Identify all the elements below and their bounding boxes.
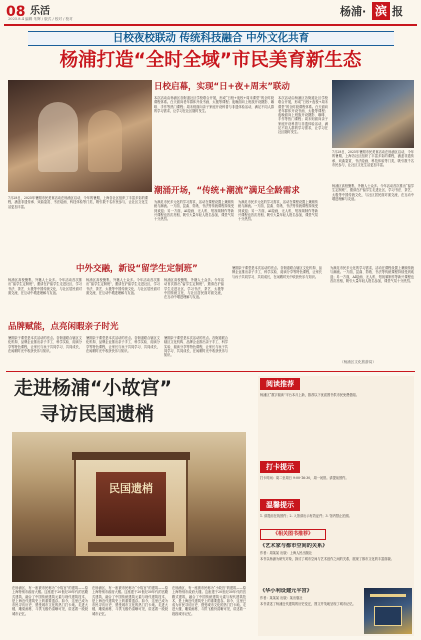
headline-main: 杨浦打造“全时全域”市民美育新生态: [59, 50, 362, 71]
section2-title: 潮涌开场，“传统+潮流”满足全龄需求: [154, 186, 300, 196]
section3-body: 杨浦区高校聚集，外籍人士众多。今年活动首次推出“留学生定制班”，邀请在沪留学生走进社区，学习书法、茶艺、太极等中国传统文化，与社区居民面对面交流，在互动中增进理解与友谊。: [8, 278, 82, 295]
headline-kicker: 日校夜校联动 传统科技融合 中外文化共育: [112, 32, 310, 44]
book1-title: 《艺术家与都市空间的关系》: [260, 543, 328, 549]
brand-logo: 滨: [372, 2, 390, 20]
article2-body-col2: 在杨浦区，有一座被市民称为“小故宫”的建筑——原上海特别市政府大楼。这座建于20世纪30年代的宫殿式建筑，融合了中国传统建筑元素与现代建筑技术，是上海近代建筑史上的重要遗存。如今，这里已成为市民寻访历史、感受城市文化的热门打卡地。走进大楼，雕梁画栋、斗拱飞檐仍清晰可见，讲述着一段段城市记忆。: [92, 586, 168, 616]
photo-caption: 7月28日，2025年暑期市民美育活动在杨浦区启动，今年的暑期，上海各社区组织了丰富多彩的课程，涵盖非遗传承、戏曲鉴赏、书法绘画、科技体验等门类，吸引数千名市民参与，让社区文化生活更加丰富。: [332, 150, 414, 167]
book2-meta: 作者：某某某 出版：某出版社: [260, 596, 303, 600]
article2-title-line2: 寻访民国遗梢: [40, 403, 155, 425]
article2-title-line1: 走进杨浦“小故宫”: [14, 377, 172, 399]
section4-body-col3: 暑期亲子课堂是本次活动的亮点。各街道联合辖区文化机构、品牌企业推出亲子手工、科学实验、阅读分享等特色课程，让家长与孩子共同学习、共同成长，在闲暇时光中收获快乐与知识。: [164, 336, 228, 358]
section4-body: 暑期亲子课堂是本次活动的亮点。各街道联合辖区文化机构、品牌企业推出亲子手工、科学实验、阅读分享等特色课程，让家长与孩子共同学习、共同成长，在闲暇时光中收获快乐与知识。: [8, 336, 82, 353]
right-column-body: 杨浦区高校聚集，外籍人士众多。今年活动首次推出“留学生定制班”，邀请在沪留学生走进社区，学习书法、茶艺、太极等中国传统文化，与社区居民面对面交流，在互动中增进理解与友谊。: [332, 184, 414, 201]
tag-notice: 温馨提示: [260, 499, 300, 511]
section4-body-col2: 暑期亲子课堂是本次活动的亮点。各街道联合辖区文化机构、品牌企业推出亲子手工、科学实验、阅读分享等特色课程，让家长与孩子共同学习、共同成长，在闲暇时光中收获快乐与知识。: [86, 336, 160, 353]
masthead: [6, 2, 415, 24]
book-recommend-tag: 《相关图书推荐》: [260, 529, 326, 540]
sidebar-tip: 打卡时间：周二至周日 9:00-16:30，周一闭馆。请提前预约。: [260, 476, 349, 480]
section4-title: 品牌赋能，点亮闲暇亲子时光: [8, 322, 119, 332]
book2-cover-image: [364, 588, 412, 634]
section-right-body: 为满足市民多元化的学习需求，活动在课程设置上兼顾传统与潮流。一方面，昆曲、剪纸、书法等传统课程持续受到欢迎；另一方面，AI绘画、无人机、短视频制作等新兴课程也首次亮相，吸引大量年轻人报名参加，课堂气氛十分热烈。: [330, 266, 414, 283]
date-line: 2025.8.4 编辑 朱辉 / 版式 / 校对 / 校对: [8, 17, 73, 21]
article2-body-col3: 在杨浦区，有一座被市民称为“小故宫”的建筑——原上海特别市政府大楼。这座建于20世纪30年代的宫殿式建筑，融合了中国传统建筑元素与现代建筑技术，是上海近代建筑史上的重要遗存。如今，这里已成为市民寻访历史、感受城市文化的热门打卡地。走进大楼，雕梁画栋、斗拱飞檐仍清晰可见，讲述着一段段城市记忆。: [172, 586, 246, 616]
book1-body: 本书以杨浦为研究对象，探讨了城市空间与艺术创作之间的关系，展现了都市文化的丰富面貌。: [260, 557, 394, 561]
brand-left: 杨浦·: [340, 5, 367, 18]
brand-right: 报: [392, 5, 403, 18]
book1-meta: 作者：周某某 出版：上海人民出版社: [260, 551, 313, 555]
book2-body: 本书讲述了杨浦近代建筑的历史变迁，图文并茂地呈现了城市记忆。: [260, 602, 356, 606]
tag-checkin: 打卡提示: [260, 461, 300, 473]
section1-body: 本次活动由杨浦区各街道社区学校联合开展，形成“日校+夜校+周末课堂”的全时段课程体系。白天面向老年群体开设书画、太极等课程；夜晚面向上班族开设摄影、咖啡、手作等热门课程；周末则面向亲子家庭开设科普与非遗体验活动，满足不同人群的学习需求，让学习在社区随时发生。: [154, 96, 274, 113]
sidebar-intro: 杨浦区“数字阅读”平台本月上新，推荐以下优质图书供市民免费借阅。: [260, 393, 359, 397]
section3-body-col3: 杨浦区高校聚集，外籍人士众多。今年活动首次推出“留学生定制班”，邀请在沪留学生走进社区，学习书法、茶艺、太极等中国传统文化，与社区居民面对面交流，在互动中增进理解与友谊。: [164, 278, 224, 300]
section2-body: 为满足市民多元化的学习需求，活动在课程设置上兼顾传统与潮流。一方面，昆曲、剪纸、书法等传统课程持续受到欢迎；另一方面，AI绘画、无人机、短视频制作等新兴课程也首次亮相，吸引大量年轻人报名参加，课堂气氛十分热烈。: [154, 200, 234, 222]
masthead-rule: [4, 24, 417, 26]
sidebar-notice: 1. 请提前在线预约；2. 入馆请出示有效证件；3. 馆内禁止拍照。: [260, 514, 352, 518]
section3-title: 中外交融，新设“留学生定制班”: [76, 264, 198, 274]
article2-body: 在杨浦区，有一座被市民称为“小故宫”的建筑——原上海特别市政府大楼。这座建于20世纪30年代的宫殿式建筑，融合了中国传统建筑元素与现代建筑技术，是上海近代建筑史上的重要遗存。如今，这里已成为市民寻访历史、感受城市文化的热门打卡地。走进大楼，雕梁画栋、斗拱飞檐仍清晰可见，讲述着一段段城市记忆。: [12, 586, 88, 616]
book-cover-title: 民国遗梢: [109, 482, 153, 495]
section1-body-cont: 本次活动由杨浦区各街道社区学校联合开展，形成“日校+夜校+周末课堂”的全时段课程体系。白天面向老年群体开设书画、太极等课程；夜晚面向上班族开设摄影、咖啡、手作等热门课程；周末则面向亲子家庭开设科普与非遗体验活动，满足不同人群的学习需求，让学习在社区随时发生。: [278, 96, 328, 135]
article1-signature: （杨浦区文化旅游局）: [340, 360, 376, 364]
section-name: 乐活: [30, 6, 50, 17]
book2-title: 《华小利设建元平宫》: [260, 588, 312, 594]
book-cover-image: [12, 432, 246, 582]
article1-lead: 7月28日，2025年暑期市民美育活动在杨浦区启动，今年的暑期，上海各社区组织了丰富多彩的课程，涵盖非遗传承、戏曲鉴赏、书法绘画、科技体验等门类，吸引数千名市民参与，让社区文化生活更加丰富。: [8, 196, 148, 209]
article-photo-right: [332, 80, 414, 148]
tag-reading: 阅读推荐: [260, 378, 300, 390]
section3-body-col2: 杨浦区高校聚集，外籍人士众多。今年活动首次推出“留学生定制班”，邀请在沪留学生走进社区，学习书法、茶艺、太极等中国传统文化，与社区居民面对面交流，在互动中增进理解与友谊。: [86, 278, 160, 295]
section-middle-body: 暑期亲子课堂是本次活动的亮点。各街道联合辖区文化机构、品牌企业推出亲子手工、科学实验、阅读分享等特色课程，让家长与孩子共同学习、共同成长，在闲暇时光中收获快乐与知识。: [232, 266, 322, 279]
section2-body-col2: 为满足市民多元化的学习需求，活动在课程设置上兼顾传统与潮流。一方面，昆曲、剪纸、书法等传统课程持续受到欢迎；另一方面，AI绘画、无人机、短视频制作等新兴课程也首次亮相，吸引大量年轻人报名参加，课堂气氛十分热烈。: [238, 200, 318, 222]
section-divider: [6, 371, 415, 372]
section1-title: 日校启幕，实现“日+夜+周末”联动: [154, 82, 290, 92]
page-number: 08: [6, 4, 26, 20]
article-photo-main: [8, 80, 152, 192]
